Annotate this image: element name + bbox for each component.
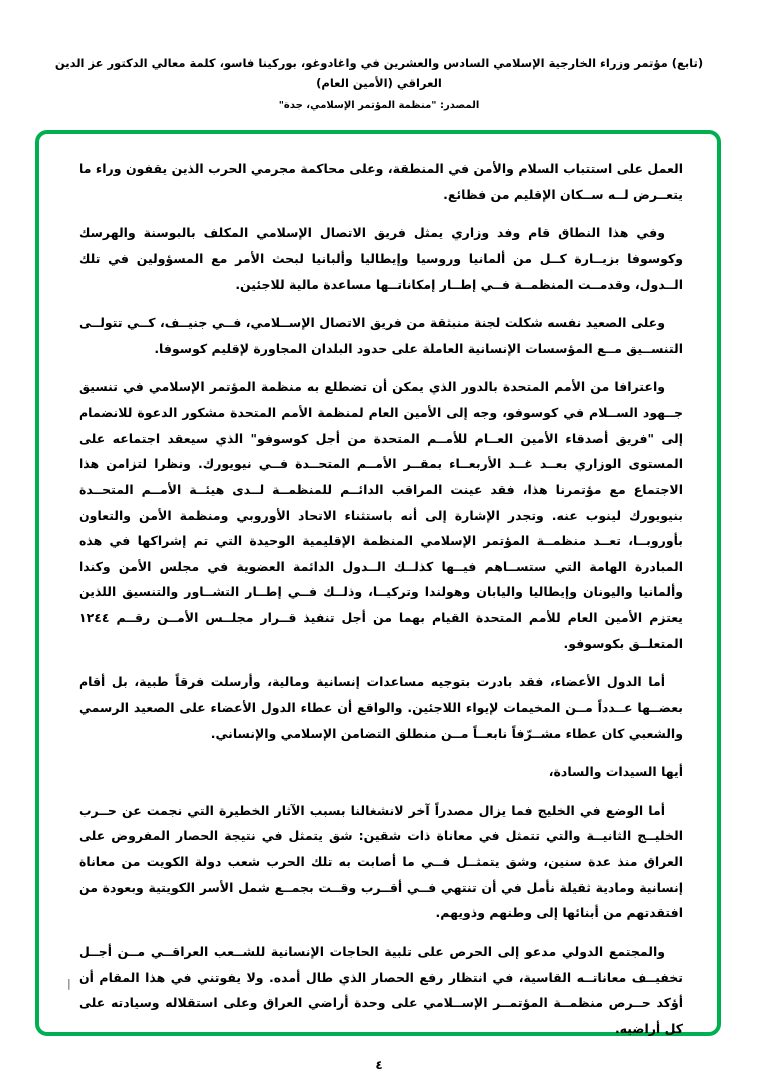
- salutation-line: أيها السيدات والسادة،: [548, 764, 683, 780]
- stray-tick-mark: |: [67, 977, 71, 990]
- document-header: [40, 54, 718, 111]
- paragraph-continuation: العمل على استتباب السلام والأمن في المنطقة، وعلى محاكمة مجرمي الحرب الذين يقفون وراء ما يتعــرض لــه ســكان الإقليم من فظائع.: [79, 161, 683, 202]
- paragraph-contact-group-visit: وفي هذا النطاق قام وفد وزاري يمثل فريق الاتصال الإسلامي المكلف بالبوسنة والهرسك وكوسوفا بزيــارة كــل من ألمانيا وروسيا وإيطاليا وألبانيا لبحث الأمر مع المسؤولين في تلك الــدول، وقدمــت المنظمــة فــي إطــار إمكاناتــها مساعدة مالية للاجئين.: [79, 225, 683, 292]
- page-number: ٤: [375, 1058, 383, 1072]
- paragraph-iraq-humanitarian: والمجتمع الدولي مدعو إلى الحرص على تلبية الحاجات الإنسانية للشــعب العراقــي مــن أجــل تخفيــف معاناتــه القاسية، في انتظار رفع الحصار الذي طال أمده. ولا يفوتني في هذا المقام أن أؤكد حــرص منظمــة المؤتمــر الإســلامي على وحدة أراضي العراق وعلى استقلاله وسيادته على كل أراضيه.: [79, 943, 683, 1036]
- paragraph-member-states-aid: أما الدول الأعضاء، فقد بادرت بتوجيه مساعدات إنسانية ومالية، وأرسلت فرقاً طبية، بل أقام بعضــها عــدداً مــن المخيمات لإيواء اللاجئين. والواقع أن عطاء الدول الأعضاء على الصعيد الرسمي والشعبي كان عطاء مشــرّفاً نابعــاً مــن منطلق التضامن الإسلامي والإنساني.: [79, 674, 683, 741]
- document-body-text: [79, 156, 683, 1054]
- paragraph-geneva-committee: وعلى الصعيد نفسه شكلت لجنة منبثقة من فريق الاتصال الإســلامي، فــي جنيــف، كــي تتولــى التنســيق مــع المؤسسات الإنسانية العاملة على حدود البلدان المجاورة لإقليم كوسوفا.: [79, 315, 683, 356]
- green-border-box: [35, 130, 721, 1036]
- document-source-line: المصدر: "منظمة المؤتمر الإسلامي، جدة": [278, 100, 480, 112]
- paragraph-gulf-situation: أما الوضع في الخليج فما يزال مصدراً آخر لانشغالنا بسبب الآثار الخطيرة التي نجمت عن حــرب الخليــج الثانيــة والتي تتمثل في معاناة ذات شقين: شق يتمثل في نتيجة الحصار المفروض على العراق منذ عدة سنين، وشق يتمثــل فــي ما أصابت به تلك الحرب شعب دولة الكويت من معاناة إنسانية ومادية ثقيلة نأمل في أن تنتهي فــي أقــرب وقــت بجمــع شمل الأسر الكويتية وبعودة من افتقدتهم من أبنائها إلى وطنهم وذويهم.: [79, 802, 683, 921]
- document-title: (تابع) مؤتمر وزراء الخارجية الإسلامي السادس والعشرين في واغادوغو، بوركينا فاسو، كلمة معالي الدكتور عز الدين العراقي (الأمين العام): [54, 56, 704, 90]
- paragraph-un-kosovo-friends: واعترافا من الأمم المتحدة بالدور الذي يمكن أن تضطلع به منظمة المؤتمر الإسلامي في تنسيق جــهود الســلام في كوسوفو، وجه إلى الأمين العام لمنظمة الأمم المتحدة مشكور الدعوة للانضمام إلى "فريق أصدقاء الأمين العــام للأمــم المتحدة من أجل كوسوفو" الذي سيعقد اجتماعه على المستوى الوزاري بعــد غــد الأربعــاء بمقــر الأمــم المتحــدة فــي نيويورك. ونظرا لتزامن هذا الاجتماع مع مؤتمرنا هذا، فقد عينت المراقب الدائــم للمنظمــة لــدى هيئــة الأمــم المتحــدة بنيويورك لينوب عنه. وتجدر الإشارة إلى أنه باستثناء الاتحاد الأوروبي ومنظمة الأمن والتعاون بأوروبــا، تعــد منظمــة المؤتمر الإسلامي المنظمة الإقليمية الوحيدة التي تم إشراكها في هذه المبادرة الهامة التي ستســاهم فيــها كذلــك الــدول الدائمة العضوية في مجلس الأمن وكندا وألمانيا واليونان وإيطاليا واليابان وهولندا وتركيــا، وذلــك فــي إطــار التشــاور والتنسيق اللذين يعتزم الأمين العام للأمم المتحدة القيام بهما من أجل تنفيذ قــرار مجلــس الأمــن رقــم ١٢٤٤ المتعلــق بكوسوفو.: [79, 379, 683, 651]
